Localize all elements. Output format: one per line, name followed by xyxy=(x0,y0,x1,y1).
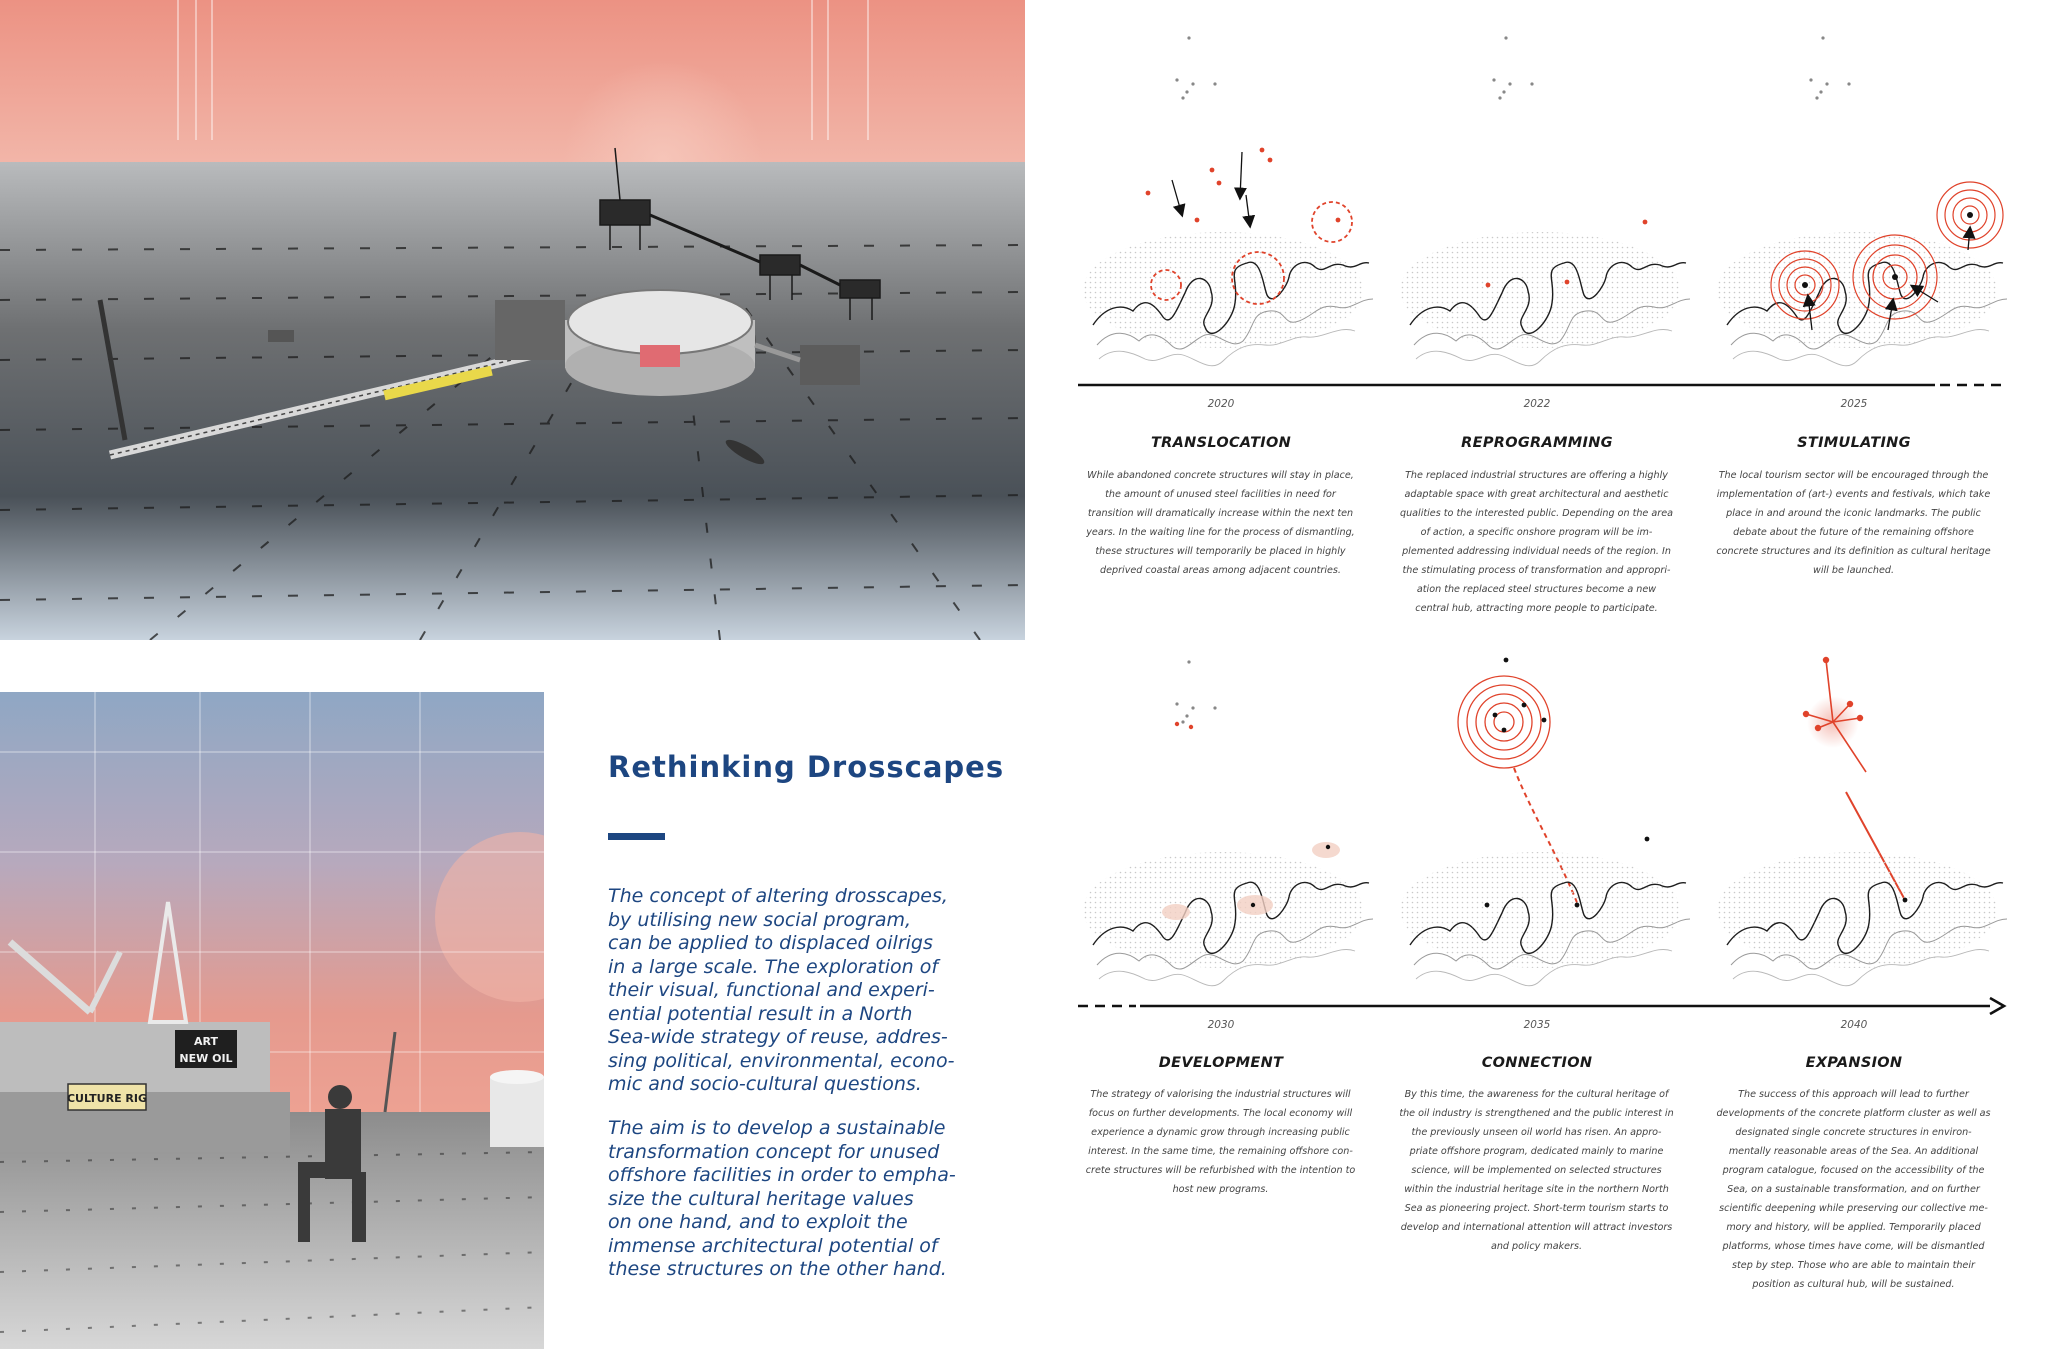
phase-title-expansion: EXPANSION xyxy=(1805,1055,1903,1071)
map-stimulating xyxy=(1717,36,2007,365)
phase-title-translocation: TRANSLOCATION xyxy=(1150,435,1292,451)
sign-culture-rig-text: CULTURE RIG xyxy=(66,1092,148,1105)
year-2022: 2022 xyxy=(1523,398,1551,410)
year-2030: 2030 xyxy=(1207,1019,1235,1031)
map-expansion xyxy=(1717,658,2007,986)
phase-text-expansion: The success of this approach will lead to further developments of the concrete platform cluster as well as designated single concrete structures in environ-mentally reasonable areas of the Sea. An additional program catalogue, focused on the accessibility of the Sea, on a sustainable transformation, and on further scientific deepening while preserving our collective me-mory and history, will be applied. Temporarily placed platforms, whose times have come, will be dismantled step by step. Those who are able to maintain their position as cultural hub, will be sustained. xyxy=(1716,1089,1991,1290)
intro-paragraph-concept: The concept of altering drosscapes, by utilising new social program, can be applied to displaced oilrigs in a large scale. The exploration of their visual, functional and experi- ential potential result in a North Sea-wide strategy of reuse, addres- sing political, environmental, econo- mic and socio-cultural questions. xyxy=(608,885,955,1095)
timeline-arrow-icon xyxy=(1990,998,2004,1014)
page-title: Rethinking Drosscapes xyxy=(608,750,1005,784)
phase-title-connection: CONNECTION xyxy=(1481,1055,1593,1071)
sign-art-text: ART xyxy=(194,1035,218,1048)
map-reprogramming xyxy=(1400,36,1690,365)
phase-text-stimulating: The local tourism sector will be encouraged through the implementation of (art-) events and festivals, which take place in and around the iconic landmarks. The public debate about the future of the remaining offshore concrete structures and its definition as cultural heritage will be launched. xyxy=(1716,470,1991,576)
culture-rig-illustration xyxy=(0,692,544,1349)
phase-text-development: The strategy of valorising the industrial structures will focus on further developments. The local economy will experience a dynamic grow through increasing public interest. In the same time, the remaining offshore con-crete structures will be refurbished with the intention to host new programs. xyxy=(1085,1089,1356,1195)
intro-paragraph-aim: The aim is to develop a sustainable transformation concept for unused offshore facilities in order to empha- size the cultural heritage values on one hand, and to exploit the immense architectural potential of these structures on the other hand. xyxy=(608,1117,956,1280)
offshore-rigs-illustration xyxy=(0,0,1025,640)
year-2035: 2035 xyxy=(1523,1019,1551,1031)
offshore-rigs-collage-photo xyxy=(0,0,1025,640)
year-2020: 2020 xyxy=(1207,398,1235,410)
phase-title-reprogramming: REPROGRAMMING xyxy=(1461,435,1613,451)
title-divider xyxy=(608,833,665,840)
culture-rig-collage-photo xyxy=(0,692,544,1349)
sign-new-oil-text: NEW OIL xyxy=(179,1052,233,1065)
phase-text-connection: By this time, the awareness for the cultural heritage of the oil industry is strengthened and the public interest in the previously unseen oil world has risen. An appro-priate offshore program, dedicated mainly to marine science, will be implemented on selected structures within the industrial heritage site in the northern North Sea as pioneering project. Short-term tourism starts to develop and international attention will attract investors and policy makers. xyxy=(1399,1089,1674,1252)
map-connection xyxy=(1400,658,1690,986)
map-translocation xyxy=(1083,36,1373,365)
phase-title-stimulating: STIMULATING xyxy=(1797,435,1911,451)
phase-title-development: DEVELOPMENT xyxy=(1158,1055,1284,1071)
phase-text-reprogramming: The replaced industrial structures are offering a highly adaptable space with great architectural and aesthetic qualities to the interested public. Depending on the area of action, a specific onshore program will be im-plemented addressing individual needs of the region. In the stimulating process of transformation and appropri-ation the replaced steel structures become a new central hub, attracting more people to participate. xyxy=(1400,470,1673,614)
map-development xyxy=(1083,660,1373,985)
year-2025: 2025 xyxy=(1840,398,1868,410)
phase-text-translocation: While abandoned concrete structures will stay in place, the amount of unused steel facilities in need for transition will dramatically increase within the next ten years. In the waiting line for the process of dismantling, these structures will temporarily be placed in highly deprived coastal areas among adjacent countries. xyxy=(1086,470,1355,576)
year-2040: 2040 xyxy=(1840,1019,1868,1031)
